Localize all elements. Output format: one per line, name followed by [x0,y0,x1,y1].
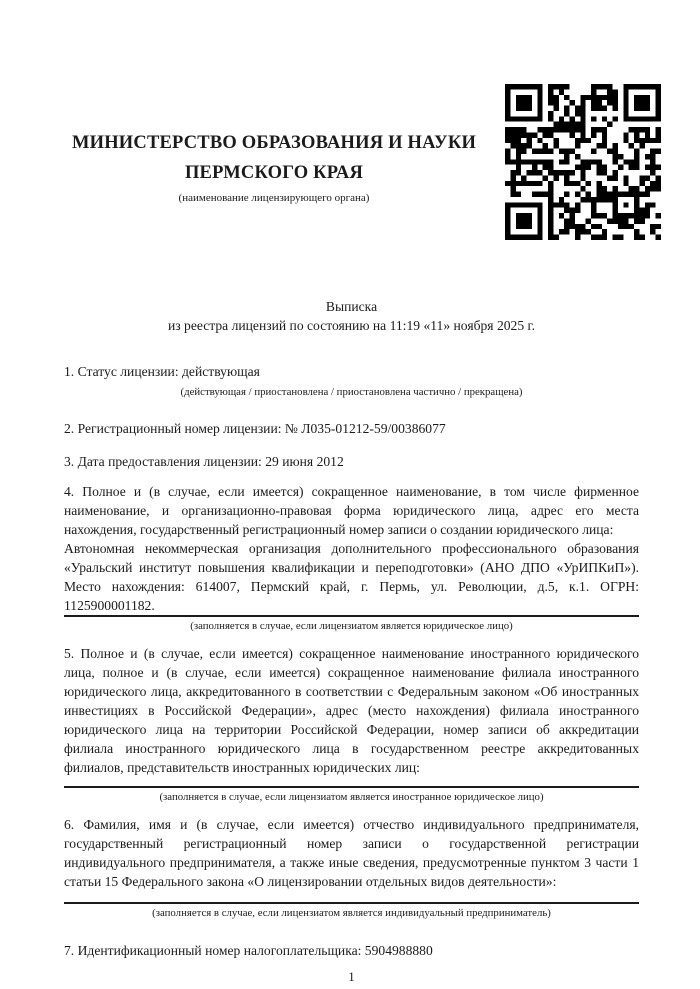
license-status: 1. Статус лицензии: действующая [64,364,260,379]
ministry-name-line1: МИНИСТЕРСТВО ОБРАЗОВАНИЯ И НАУКИ [71,133,477,153]
license-status-options-caption: (действующая / приостановлена / приостановлена частично / прекращена) [180,386,523,398]
page-number: 1 [348,969,355,984]
separator-line-foreign-entity [64,786,639,788]
entrepreneur-fill-note: (заполняется в случае, если лицензиатом является индивидуальный предприниматель) [152,907,551,919]
license-grant-date: 3. Дата предоставления лицензии: 29 июня 2012 [64,454,344,469]
licensee-name-and-address: Автономная некоммерческая организация дополнительного профессионального образования «Уральский институт повышения квалификации и переподготовки» (АНО ДПО «УрИПКиП»). Место нахождения: 614007, Пермский край, г. Пермь, ул. Революции, д.5, к.1. ОГРН: 1125900001182. [64,541,639,613]
ministry-name-line2: ПЕРМСКОГО КРАЯ [184,163,364,183]
entrepreneur-prompt: 6. Фамилия, имя и (в случае, если имеется) отчество индивидуального предпринимателя, государственный регистрационный номер записи о государственной регистрации индивидуального предпринимателя, а также иные сведения, предусмотренные пунктом 3 части 1 статьи 15 Федерального закона «О лицензировании отдельных видов деятельности»: [64,817,639,889]
foreign-entity-prompt: 5. Полное и (в случае, если имеется) сокращенное наименование иностранного юридического лица, полное и (в случае, если имеется) сокращенное наименование филиала иностранного юридического лица, аккредитованного в соответствии с Федеральным законом «Об иностранных инвестициях в Российской Федерации», адрес (место нахождения) филиала иностранного юридического лица на территории Российской Федерации, номер записи об аккредитации филиала иностранного юридического лица в государственном реестре аккредитованных филиалов, представительств иностранных юридических лиц: [64,646,639,775]
legal-entity-fill-note: (заполняется в случае, если лицензиатом является юридическое лицо) [190,620,513,632]
taxpayer-id: 7. Идентификационный номер налогоплательщика: 5904988880 [64,943,433,958]
document-title-line2: из реестра лицензий по состоянию на 11:19 «11» ноября 2025 г. [167,318,535,333]
document-body [64,0,639,986]
document-title [64,297,639,335]
foreign-entity-fill-note: (заполняется в случае, если лицензиатом является иностранное юридическое лицо) [159,791,544,803]
separator-line-entrepreneur [64,902,639,904]
separator-line-legal-entity [64,615,639,617]
registration-number: 2. Регистрационный номер лицензии: № Л035-01212-59/00386077 [64,421,446,436]
document-title-line1: Выписка [325,299,378,314]
legal-entity-prompt: 4. Полное и (в случае, если имеется) сокращенное наименование, в том числе фирменное наименование, и организационно-правовая форма юридического лица, адрес его места нахождения, государственный регистрационный номер записи о создании юридического лица: [64,484,639,537]
licensing-authority-caption: (наименование лицензирующего органа) [178,192,370,204]
